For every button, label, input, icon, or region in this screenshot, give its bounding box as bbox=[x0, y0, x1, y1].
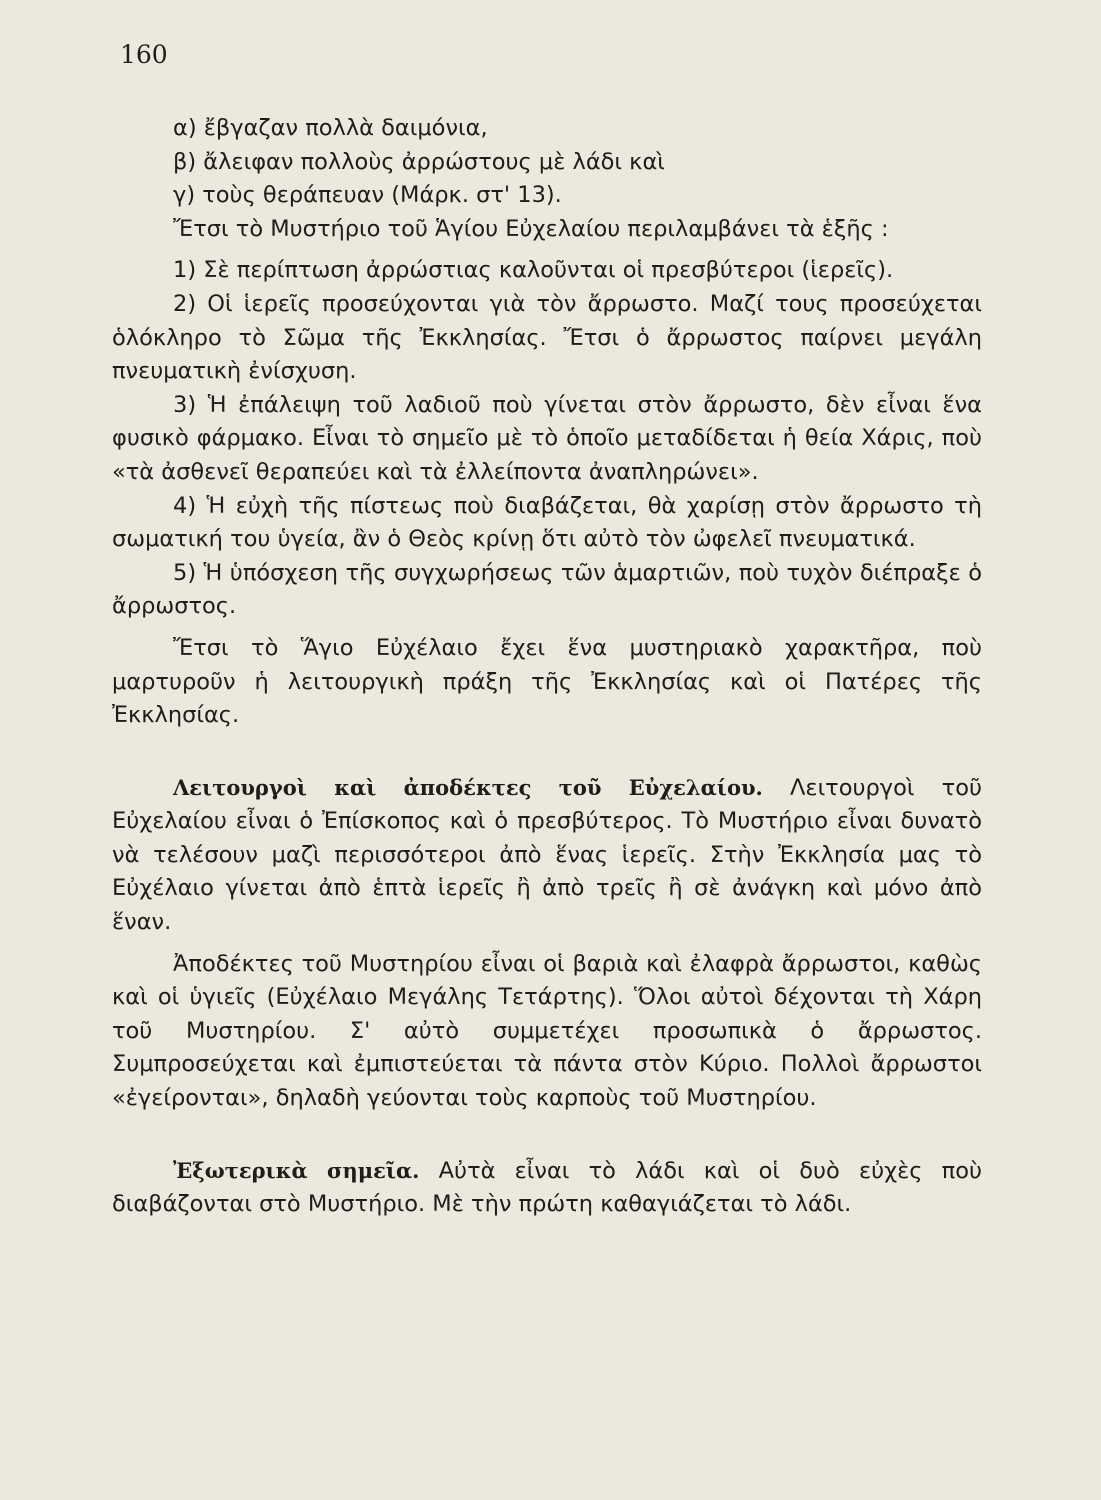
section-heading-ministers: Λειτουργοὶ καὶ ἀποδέκτες τοῦ Εὐχελαίου. bbox=[173, 774, 763, 800]
ministers-text: Λειτουργοὶ τοῦ Εὐχελαίου εἶναι ὁ Ἐπίσκοπος καὶ ὁ πρεσβύτερος. Τὸ Μυστήριο εἶναι δυνατὸ νὰ τελέσουν μαζὶ περισσότεροι ἀπὸ ἕνας ἱερεῖς. Στὴν Ἐκκλησία μας τὸ Εὐχέλαιο γίνεται ἀπὸ ἑπτὰ ἱερεῖς ἢ ἀπὸ τρεῖς ἢ σὲ ἀνάγκη καὶ μόνο ἀπὸ ἕναν. bbox=[112, 774, 982, 936]
point-1: 1) Σὲ περίπτωση ἀρρώστιας καλοῦνται οἱ πρεσβύτεροι (ἱερεῖς). bbox=[173, 257, 894, 284]
ministers-paragraph bbox=[112, 771, 982, 940]
list-item-c: γ) τοὺς θεράπευαν (Μάρκ. στ' 13). bbox=[173, 182, 562, 209]
section-heading-signs: Ἐξωτερικὰ σημεῖα. bbox=[173, 1157, 420, 1183]
point-2: 2) Οἱ ἱερεῖς προσεύχονται γιὰ τὸν ἄρρωστο. Μαζί τους προσεύχεται ὁλόκληρο τὸ Σῶμα τῆς Ἐκκλησίας. Ἔτσι ὁ ἄρρωστος παίρνει μεγάλη πνευματικὴ ἐνίσχυση. bbox=[112, 290, 982, 385]
signs-paragraph bbox=[112, 1154, 982, 1222]
point-4: 4) Ἡ εὐχὴ τῆς πίστεως ποὺ διαβάζεται, θὰ χαρίσῃ στὸν ἄρρωστο τὴ σωματική του ὑγεία, ἂν ὁ Θεὸς κρίνῃ ὅτι αὐτὸ τὸν ὠφελεῖ πνευματικά. bbox=[112, 492, 982, 553]
signs-text: Αὐτὰ εἶναι τὸ λάδι καὶ οἱ δυὸ εὐχὲς ποὺ διαβάζονται στὸ Μυστήριο. Μὲ τὴν πρώτη καθαγιάζεται τὸ λάδι. bbox=[112, 1157, 982, 1218]
intro-paragraph: Ἔτσι τὸ Μυστήριο τοῦ Ἁγίου Εὐχελαίου περιλαμβάνει τὰ ἑξῆς : bbox=[173, 215, 889, 242]
recipients-paragraph: Ἀποδέκτες τοῦ Μυστηρίου εἶναι οἱ βαριὰ καὶ ἐλαφρὰ ἄρρωστοι, καθὼς καὶ οἱ ὑγιεῖς (Εὐχέλαιο Μεγάλης Τετάρτης). Ὅλοι αὐτοὶ δέχονται τὴ Χάρη τοῦ Μυστηρίου. Σ' αὐτὸ συμμετέχει προσωπικὰ ὁ ἄρρωστος. Συμπροσεύχεται καὶ ἐμπιστεύεται τὰ πάντα στὸν Κύριο. Πολλοὶ ἄρρωστοι «ἐγείρονται», δηλαδὴ γεύονται τοὺς καρποὺς τοῦ Μυστηρίου. bbox=[112, 950, 982, 1112]
list-item-a: α) ἔβγαζαν πολλὰ δαιμόνια, bbox=[173, 115, 488, 141]
page-number: 160 bbox=[120, 40, 168, 69]
summary-paragraph: Ἔτσι τὸ Ἅγιο Εὐχέλαιο ἔχει ἕνα μυστηριακὸ χαρακτῆρα, ποὺ μαρτυροῦν ἡ λειτουργικὴ πράξη τῆς Ἐκκλησίας καὶ οἱ Πατέρες τῆς Ἐκκλησίας. bbox=[112, 634, 982, 729]
page-body bbox=[112, 112, 982, 1222]
point-5: 5) Ἡ ὑπόσχεση τῆς συγχωρήσεως τῶν ἁμαρτιῶν, ποὺ τυχὸν διέπραξε ὁ ἄρρωστος. bbox=[112, 559, 982, 620]
point-3: 3) Ἡ ἐπάλειψη τοῦ λαδιοῦ ποὺ γίνεται στὸν ἄρρωστο, δὲν εἶναι ἕνα φυσικὸ φάρμακο. Εἶναι τὸ σημεῖο μὲ τὸ ὁποῖο μεταδίδεται ἡ θεία Χάρις, ποὺ «τὰ ἀσθενεῖ θεραπεύει καὶ τὰ ἐλλείποντα ἀναπληρώνει». bbox=[112, 391, 982, 485]
list-item-b: β) ἄλειφαν πολλοὺς ἀρρώστους μὲ λάδι καὶ bbox=[173, 148, 665, 175]
